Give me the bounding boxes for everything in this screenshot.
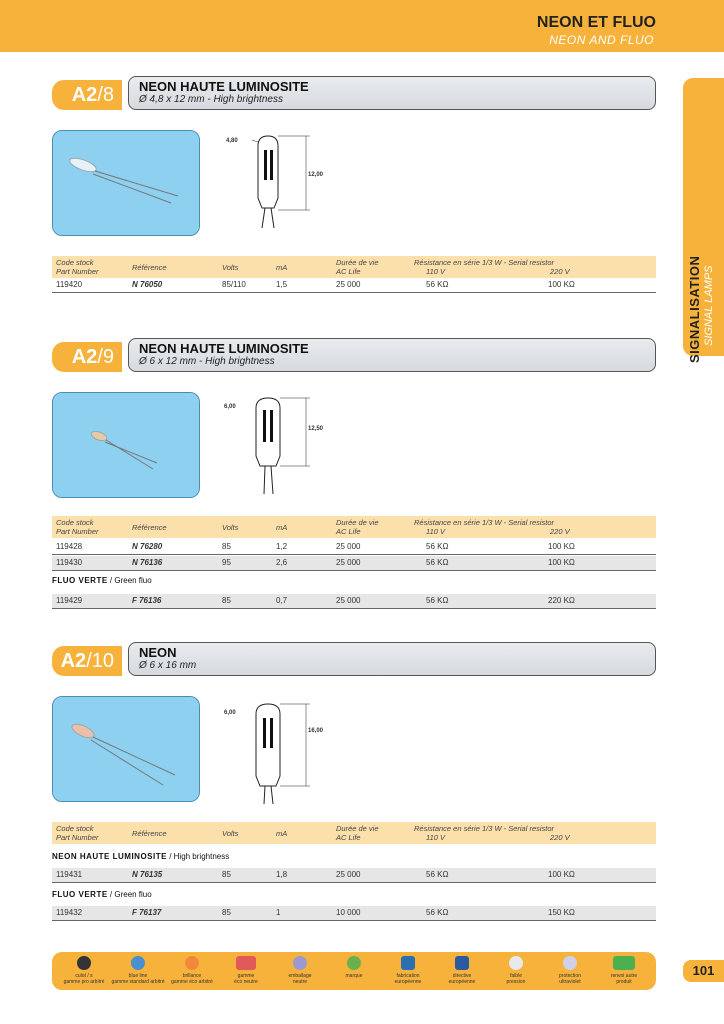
- legend-sublabel: pression: [506, 979, 526, 985]
- col-ma: mA: [276, 829, 288, 838]
- col-ac-life: AC Life: [336, 267, 361, 276]
- section-title-box: [128, 76, 656, 110]
- product-photo: [52, 696, 200, 802]
- col-resistance: Résistance en série 1/3 W - Serial resistor: [414, 824, 555, 833]
- cell-r220: 220 KΩ: [548, 596, 575, 605]
- dimension-width-label: 4,80: [226, 138, 238, 144]
- dimension-drawing: [218, 390, 338, 502]
- col-part-number: Part Number: [56, 527, 99, 536]
- legend-label: fabrication: [396, 973, 420, 979]
- legend-label: faible: [510, 973, 522, 979]
- section-title: NEON: [139, 645, 177, 660]
- dimension-drawing: [218, 694, 338, 806]
- side-tab-title: SIGNALISATION: [687, 255, 702, 363]
- col-reference: Référence: [132, 263, 167, 272]
- european-directive-icon: [455, 956, 469, 970]
- cell-r110: 56 KΩ: [426, 908, 449, 917]
- product-photo: [52, 392, 200, 498]
- table-header: [52, 822, 656, 844]
- legend-label: protection: [559, 973, 581, 979]
- section-a2-9: [52, 338, 656, 613]
- col-220v: 220 V: [550, 833, 570, 842]
- cell-code: 119429: [56, 596, 83, 605]
- col-ac-life: AC Life: [336, 833, 361, 842]
- section-code-badge: [52, 80, 122, 110]
- col-resistance: Résistance en série 1/3 W - Serial resistor: [414, 258, 555, 267]
- section-title-box: [128, 338, 656, 372]
- cell-ma: 1,2: [276, 542, 288, 551]
- dimension-drawing: [218, 128, 338, 240]
- code-suffix: /8: [97, 84, 114, 106]
- blue-line-icon: [131, 956, 145, 970]
- lamp-dimension-diagram: [218, 128, 338, 240]
- code-main: A2: [60, 650, 87, 672]
- section-subtitle: Ø 4,8 x 12 mm - High brightness: [139, 94, 283, 105]
- code-main: A2: [71, 84, 98, 106]
- cell-life: 10 000: [336, 908, 361, 917]
- group-title: FLUO VERTE: [52, 890, 108, 899]
- legend-item: [54, 956, 114, 985]
- eco-icon: [236, 956, 256, 970]
- lamp-dimension-diagram: [218, 694, 338, 806]
- col-volts: Volts: [222, 523, 239, 532]
- col-ma: mA: [276, 263, 288, 272]
- cell-ref: N 76280: [132, 542, 163, 551]
- cell-ma: 0,7: [276, 596, 288, 605]
- cell-r110: 56 KΩ: [426, 280, 449, 289]
- dimension-height-label: 12,00: [308, 172, 324, 178]
- cell-life: 25 000: [336, 870, 361, 879]
- legend-item: [486, 956, 546, 985]
- lamp-photo-image: [53, 131, 199, 235]
- dimension-height-label: 12,50: [308, 426, 324, 432]
- dimension-height-label: 16,00: [308, 728, 324, 734]
- col-resistance: Résistance en série 1/3 W - Serial resistor: [414, 518, 555, 527]
- section-subtitle: Ø 6 x 16 mm: [139, 660, 197, 671]
- col-duree: Durée de vie: [336, 258, 379, 267]
- cell-volts: 85: [222, 870, 231, 879]
- section-title: NEON HAUTE LUMINOSITE: [139, 79, 309, 94]
- code-suffix: /9: [97, 346, 114, 368]
- legend-sublabel: neutre: [292, 979, 308, 985]
- cell-code: 119420: [56, 280, 83, 289]
- col-volts: Volts: [222, 263, 239, 272]
- legend-label: culot / s: [75, 973, 93, 979]
- section-a2-10: [52, 642, 656, 922]
- cell-life: 25 000: [336, 558, 361, 567]
- legend-bar: [52, 952, 656, 990]
- col-code-stock: Code stock: [56, 518, 94, 527]
- side-tab-subtitle: SIGNAL LAMPS: [703, 265, 715, 346]
- section-title-box: [128, 642, 656, 676]
- legend-label: renvoi autre: [610, 973, 638, 979]
- legend-item: [216, 956, 276, 985]
- packaging-icon: [293, 956, 307, 970]
- cell-volts: 85/110: [222, 280, 246, 289]
- col-reference: Référence: [132, 829, 167, 838]
- col-code-stock: Code stock: [56, 258, 94, 267]
- group-heading: [52, 852, 229, 861]
- cell-ma: 1,8: [276, 870, 288, 879]
- legend-item: [162, 956, 222, 985]
- legend-item: [378, 956, 438, 985]
- group-heading: [52, 890, 152, 899]
- section-code-badge: [52, 646, 122, 676]
- col-220v: 220 V: [550, 267, 570, 276]
- lamp-photo-image: [53, 393, 199, 497]
- brillance-icon: [185, 956, 199, 970]
- legend-label: directive: [452, 973, 472, 979]
- legend-sublabel: européenne: [448, 979, 476, 985]
- cell-ma: 2,6: [276, 558, 288, 567]
- cell-r110: 56 KΩ: [426, 558, 449, 567]
- cell-code: 119428: [56, 542, 83, 551]
- cell-r220: 100 KΩ: [548, 870, 575, 879]
- cell-ref: N 76135: [132, 870, 163, 879]
- col-110v: 110 V: [426, 833, 446, 842]
- legend-label: blue line: [128, 973, 148, 979]
- cell-r220: 100 KΩ: [548, 542, 575, 551]
- lamp-dimension-diagram: [218, 390, 338, 502]
- col-ac-life: AC Life: [336, 527, 361, 536]
- group-title: FLUO VERTE: [52, 576, 108, 585]
- col-110v: 110 V: [426, 267, 446, 276]
- cell-r220: 100 KΩ: [548, 558, 575, 567]
- cell-r110: 56 KΩ: [426, 542, 449, 551]
- legend-item: [432, 956, 492, 985]
- table-row: [52, 594, 656, 609]
- table-row: [52, 906, 656, 921]
- brand-icon: [347, 956, 361, 970]
- col-volts: Volts: [222, 829, 239, 838]
- col-part-number: Part Number: [56, 833, 99, 842]
- low-pressure-icon: [509, 956, 523, 970]
- section-a2-8: [52, 76, 656, 296]
- cell-r110: 56 KΩ: [426, 870, 449, 879]
- uv-protection-icon: [563, 956, 577, 970]
- legend-item: [540, 956, 600, 985]
- cell-ref: N 76050: [132, 280, 163, 289]
- col-duree: Durée de vie: [336, 518, 379, 527]
- dimension-width-label: 6,00: [224, 404, 236, 410]
- col-duree: Durée de vie: [336, 824, 379, 833]
- other-product-icon: [613, 956, 635, 970]
- cell-code: 119431: [56, 870, 83, 879]
- european-manufacturing-icon: [401, 956, 415, 970]
- group-subtitle: / Green fluo: [109, 576, 152, 585]
- legend-item: [108, 956, 168, 985]
- col-ma: mA: [276, 523, 288, 532]
- legend-label: emballage: [288, 973, 312, 979]
- legend-sublabel: ultraviolet: [559, 979, 581, 985]
- cell-life: 25 000: [336, 280, 361, 289]
- code-suffix: /10: [86, 650, 114, 672]
- page-number: 101: [683, 960, 724, 982]
- legend-label: marque: [345, 973, 363, 979]
- legend-item: [594, 956, 654, 985]
- legend-label: brillance: [182, 973, 202, 979]
- header-subtitle: NEON AND FLUO: [549, 33, 654, 47]
- page-header: [0, 0, 724, 52]
- cell-ref: F 76136: [132, 596, 162, 605]
- legend-label: gamme: [237, 973, 255, 979]
- group-subtitle: / High brightness: [169, 852, 230, 861]
- cell-ref: F 76137: [132, 908, 162, 917]
- cell-volts: 95: [222, 558, 231, 567]
- legend-sublabel: gamme éco arbitré: [171, 979, 213, 985]
- cell-r110: 56 KΩ: [426, 596, 449, 605]
- header-title: NEON ET FLUO: [536, 14, 656, 31]
- cell-ma: 1: [276, 908, 281, 917]
- legend-sublabel: gamme pro arbitré: [63, 979, 105, 985]
- legend-sublabel: européenne: [394, 979, 422, 985]
- section-title: NEON HAUTE LUMINOSITE: [139, 341, 309, 356]
- section-code-badge: [52, 342, 122, 372]
- group-subtitle: / Green fluo: [109, 890, 152, 899]
- col-part-number: Part Number: [56, 267, 99, 276]
- dimension-width-label: 6,00: [224, 710, 236, 716]
- table-header: [52, 256, 656, 278]
- cell-code: 119432: [56, 908, 83, 917]
- table-header: [52, 516, 656, 538]
- cell-life: 25 000: [336, 542, 361, 551]
- col-110v: 110 V: [426, 527, 446, 536]
- lamp-photo-image: [53, 697, 199, 801]
- legend-item: [270, 956, 330, 985]
- cell-ma: 1,5: [276, 280, 288, 289]
- table-row: [52, 278, 656, 293]
- col-220v: 220 V: [550, 527, 570, 536]
- cell-r220: 150 KΩ: [548, 908, 575, 917]
- group-heading: [52, 576, 152, 585]
- cell-r220: 100 KΩ: [548, 280, 575, 289]
- code-main: A2: [71, 346, 98, 368]
- legend-sublabel: éco neutre: [234, 979, 258, 985]
- table-row: [52, 868, 656, 883]
- legend-sublabel: produit: [616, 979, 632, 985]
- product-photo: [52, 130, 200, 236]
- cell-volts: 85: [222, 596, 231, 605]
- cell-volts: 85: [222, 542, 231, 551]
- col-code-stock: Code stock: [56, 824, 94, 833]
- cell-code: 119430: [56, 558, 83, 567]
- table-row: [52, 556, 656, 571]
- side-tab: [683, 78, 724, 363]
- culot-icon: [77, 956, 91, 970]
- col-reference: Référence: [132, 523, 167, 532]
- cell-ref: N 76136: [132, 558, 163, 567]
- legend-item: [324, 956, 384, 979]
- legend-sublabel: gamme standard arbitré: [111, 979, 165, 985]
- cell-life: 25 000: [336, 596, 361, 605]
- group-title: NEON HAUTE LUMINOSITE: [52, 852, 167, 861]
- cell-volts: 85: [222, 908, 231, 917]
- section-subtitle: Ø 6 x 12 mm - High brightness: [139, 356, 275, 367]
- table-row: [52, 540, 656, 555]
